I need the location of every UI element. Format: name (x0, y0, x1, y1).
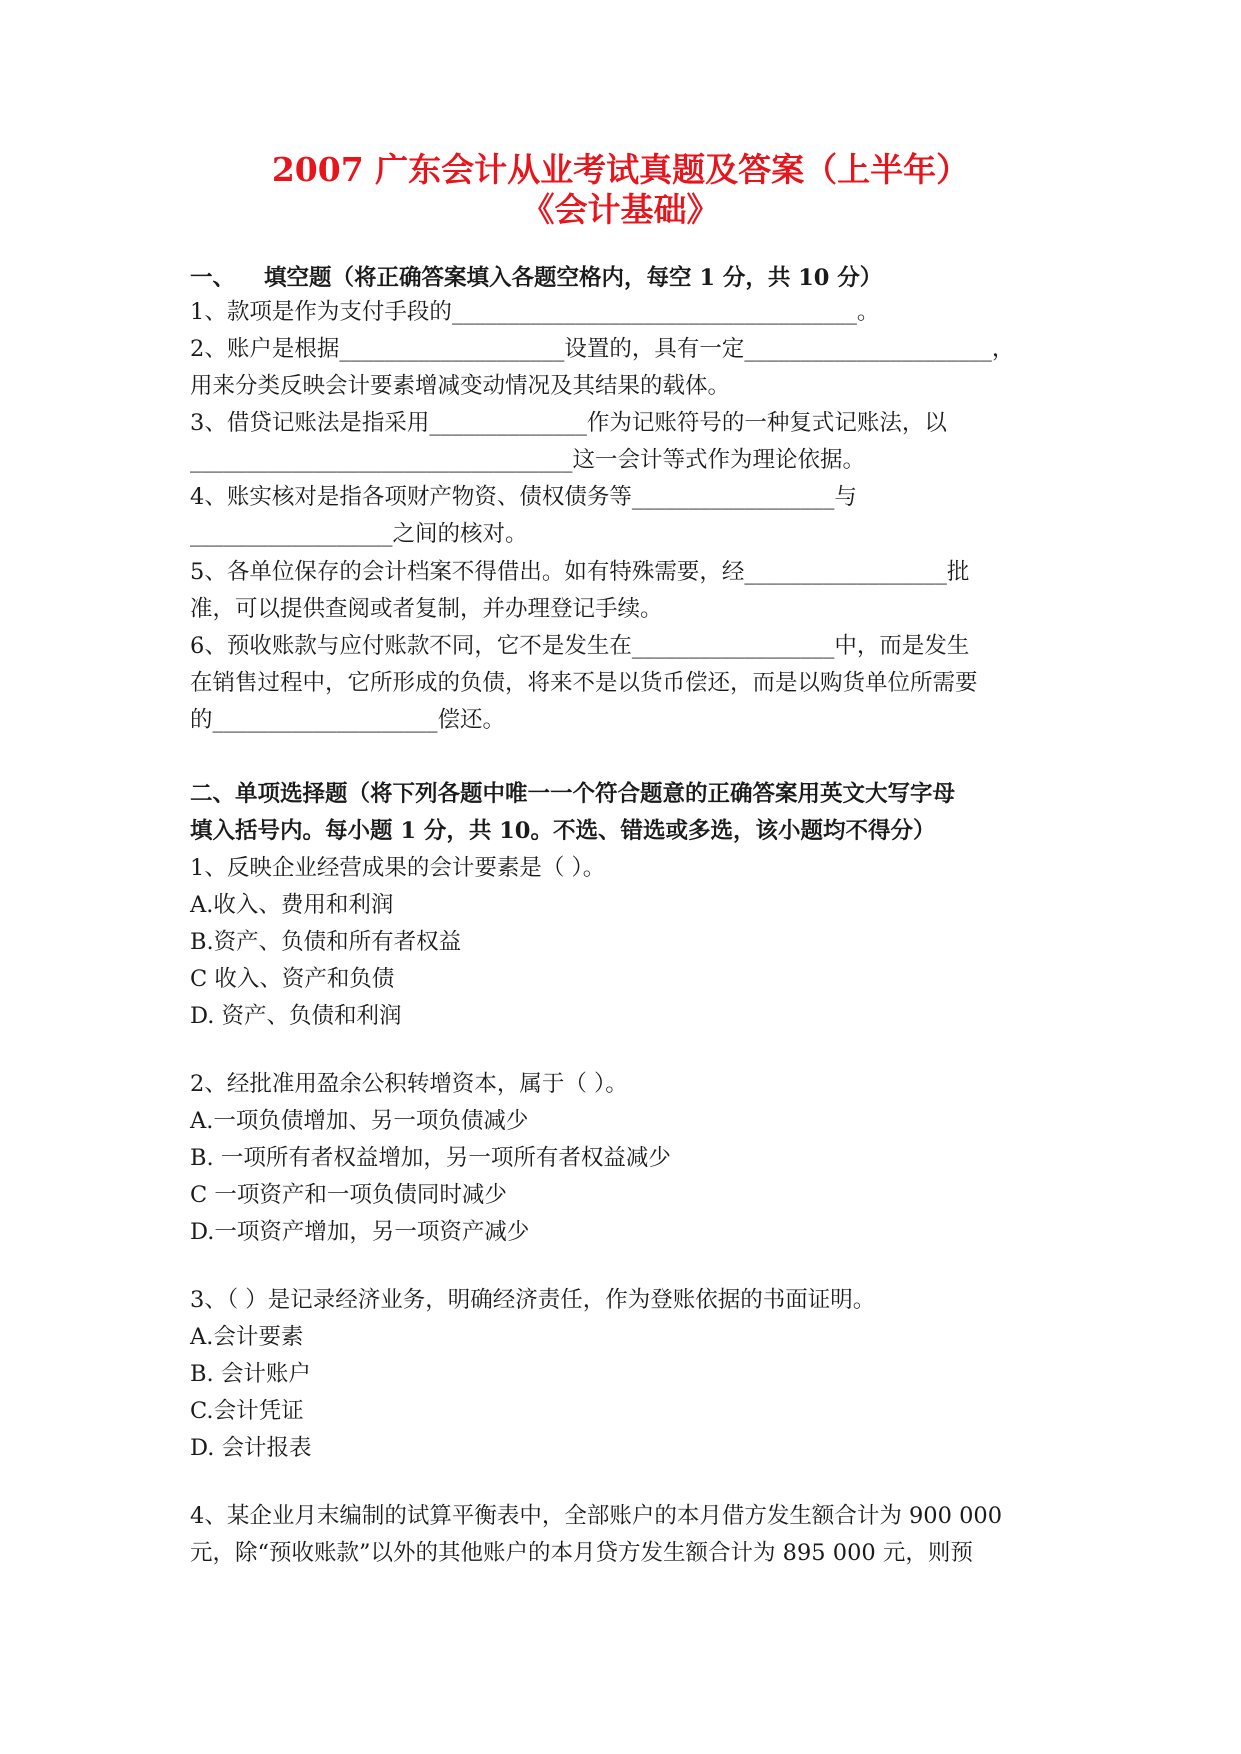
fill-question-6-cont: 在销售过程中，它所形成的负债，将来不是以货币偿还，而是以购货单位所需要 (190, 670, 978, 696)
section1-heading: 填空题（将正确答案填入各题空格内，每空 1 分，共 10 分） (264, 265, 883, 291)
choice-question-2: 2、经批准用盈余公积转增资本，属于（ ）。 (190, 1071, 628, 1097)
fill-question-5-cont: 准，可以提供查阅或者复制，并办理登记手续。 (190, 596, 663, 622)
section1-number: 一、 (190, 265, 236, 291)
choice-option: B.资产、负债和所有者权益 (190, 929, 462, 955)
choice-option: D. 资产、负债和利润 (190, 1003, 402, 1029)
choice-option: C 一项资产和一项负债同时减少 (190, 1182, 507, 1208)
fill-question-5: 5、各单位保存的会计档案不得借出。如有特殊需要，经__________________批 (190, 559, 970, 585)
choice-option: C 收入、资产和负债 (190, 966, 395, 992)
choice-question-3: 3、（ ）是记录经济业务，明确经济责任，作为登账依据的书面证明。 (190, 1287, 876, 1313)
choice-option: B. 一项所有者权益增加，另一项所有者权益减少 (190, 1145, 671, 1171)
choice-option: B. 会计账户 (190, 1361, 311, 1387)
choice-question-4: 4、某企业月末编制的试算平衡表中，全部账户的本月借方发生额合计为 900 000 (190, 1503, 1003, 1529)
fill-question-6: 6、预收账款与应付账款不同，它不是发生在__________________中，而是发生 (190, 633, 970, 659)
fill-question-4-cont: __________________之间的核对。 (190, 521, 528, 547)
fill-question-3: 3、借贷记账法是指采用______________作为记账符号的一种复式记账法，以 (190, 410, 947, 436)
fill-question-2: 2、账户是根据____________________设置的，具有一定______________________， (190, 336, 1015, 362)
choice-option: D.一项资产增加，另一项资产减少 (190, 1219, 530, 1245)
fill-question-4: 4、账实核对是指各项财产物资、债权债务等__________________与 (190, 484, 857, 510)
document-subtitle: 《会计基础》 (521, 190, 720, 229)
choice-option: D. 会计报表 (190, 1435, 312, 1461)
choice-option: A.会计要素 (190, 1324, 304, 1350)
fill-question-2-cont: 用来分类反映会计要素增减变动情况及其结果的载体。 (190, 373, 731, 399)
fill-question-1: 1、款项是作为支付手段的____________________________________。 (190, 299, 880, 325)
choice-question-1: 1、反映企业经营成果的会计要素是（ ）。 (190, 855, 606, 881)
fill-question-3-cont: __________________________________这一会计等式作为理论依据。 (190, 447, 866, 473)
section2-heading: 二、单项选择题（将下列各题中唯一一个符合题意的正确答案用英文大写字母 (190, 781, 956, 807)
choice-question-4-cont: 元，除“预收账款”以外的其他账户的本月贷方发生额合计为 895 000 元，则预 (190, 1540, 973, 1566)
choice-option: A.收入、费用和利润 (190, 892, 394, 918)
section2-heading-cont: 填入括号内。每小题 1 分，共 10。不选、错选或多选，该小题均不得分） (190, 818, 936, 844)
choice-option: A.一项负债增加、另一项负债减少 (190, 1108, 529, 1134)
choice-option: C.会计凭证 (190, 1398, 304, 1424)
fill-question-6-cont2: 的____________________偿还。 (190, 707, 506, 733)
document-title: 2007 广东会计从业考试真题及答案（上半年） (271, 150, 970, 189)
